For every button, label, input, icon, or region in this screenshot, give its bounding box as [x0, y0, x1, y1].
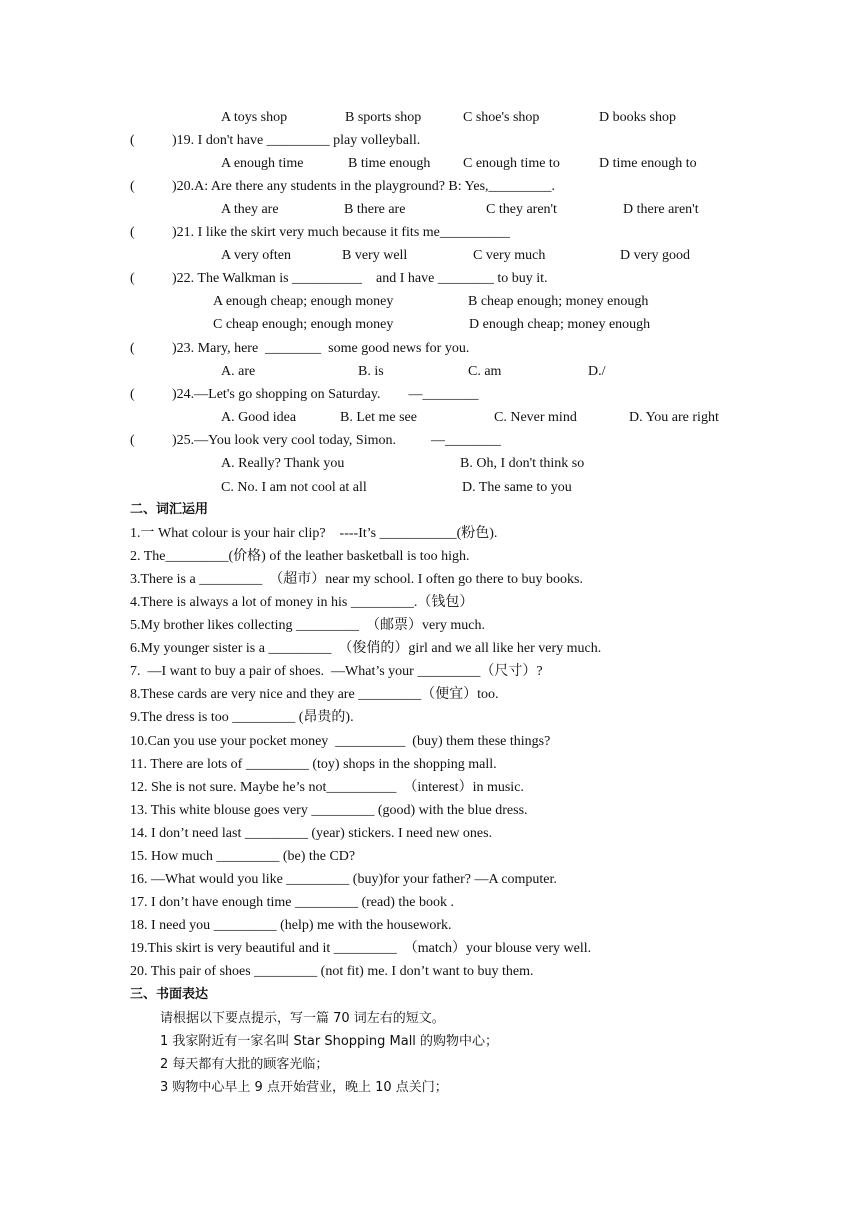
- writing-point: 3 购物中心早上 9 点开始营业，晚上 10 点关门；: [160, 1080, 448, 1095]
- question-stem: )25.—You look very cool today, Simon. —________: [172, 433, 501, 448]
- question-stem: )19. I don't have _________ play volleyball.: [172, 133, 421, 148]
- option-a: A. are: [221, 364, 256, 379]
- question-stem: )20.A: Are there any students in the playground? B: Yes,_________.: [172, 179, 556, 194]
- option-b: B there are: [344, 202, 406, 217]
- section-title: 二、词汇运用: [130, 502, 209, 517]
- option-d: D there aren't: [623, 202, 699, 217]
- option-c: C. No. I am not cool at all: [221, 480, 367, 495]
- writing-point: 2 每天都有大批的顾客光临；: [160, 1057, 329, 1072]
- vocab-item: 16. —What would you like _________ (buy)for your father? —A computer.: [130, 872, 557, 887]
- option-c: C. Never mind: [494, 410, 577, 425]
- q18-option-b: B sports shop: [345, 110, 422, 125]
- answer-paren: (: [130, 387, 135, 402]
- vocab-item: 11. There are lots of _________ (toy) shops in the shopping mall.: [130, 757, 497, 772]
- writing-instruction: 请根据以下要点提示，写一篇 70 词左右的短文。: [160, 1011, 445, 1026]
- answer-paren: (: [130, 179, 135, 194]
- vocab-item: 5.My brother likes collecting _________ （邮票）very much.: [130, 618, 485, 633]
- vocab-item: 1.一 What colour is your hair clip? ----It’s ___________(粉色).: [130, 526, 498, 541]
- option-a: A. Good idea: [221, 410, 297, 425]
- vocab-item: 10.Can you use your pocket money __________ (buy) them these things?: [130, 734, 551, 749]
- option-b: B time enough: [348, 156, 431, 171]
- answer-paren: (: [130, 225, 135, 240]
- vocab-item: 18. I need you _________ (help) me with the housework.: [130, 918, 452, 933]
- vocab-item: 17. I don’t have enough time _________ (read) the book .: [130, 895, 455, 910]
- option-a: A very often: [221, 248, 291, 263]
- option-c: C. am: [468, 364, 502, 379]
- section-title: 三、书面表达: [130, 987, 209, 1002]
- writing-point: 1 我家附近有一家名叫 Star Shopping Mall 的购物中心；: [160, 1034, 499, 1049]
- q18-option-d: D books shop: [599, 110, 677, 125]
- vocab-item: 12. She is not sure. Maybe he’s not__________ （interest）in music.: [130, 780, 524, 795]
- vocab-item: 7. —I want to buy a pair of shoes. —What’s your _________（尺寸）?: [130, 664, 543, 679]
- option-b: B. is: [358, 364, 384, 379]
- option-a: A they are: [221, 202, 279, 217]
- option-c: C they aren't: [486, 202, 557, 217]
- vocab-item: 13. This white blouse goes very _________ (good) with the blue dress.: [130, 803, 528, 818]
- vocab-item: 14. I don’t need last _________ (year) stickers. I need new ones.: [130, 826, 493, 841]
- vocab-item: 6.My younger sister is a _________ （俊俏的）girl and we all like her very much.: [130, 641, 602, 656]
- option-a: A enough time: [221, 156, 304, 171]
- vocab-item: 20. This pair of shoes _________ (not fit) me. I don’t want to buy them.: [130, 964, 534, 979]
- option-a: A. Really? Thank you: [221, 456, 345, 471]
- q18-option-c: C shoe's shop: [463, 110, 540, 125]
- vocab-item: 2. The_________(价格) of the leather basketball is too high.: [130, 549, 470, 564]
- option-b: B. Oh, I don't think so: [460, 456, 585, 471]
- q18-option-a: A toys shop: [221, 110, 288, 125]
- question-stem: )24.—Let's go shopping on Saturday. —________: [172, 387, 479, 402]
- option-c: C enough time to: [463, 156, 560, 171]
- vocab-item: 8.These cards are very nice and they are _________（便宜）too.: [130, 687, 499, 702]
- vocab-item: 9.The dress is too _________ (昂贵的).: [130, 710, 354, 725]
- vocab-item: 4.There is always a lot of money in his _________.（钱包）: [130, 595, 474, 610]
- option-c: C very much: [473, 248, 546, 263]
- option-d: D./: [588, 364, 606, 379]
- vocab-item: 15. How much _________ (be) the CD?: [130, 849, 356, 864]
- option-d: D very good: [620, 248, 690, 263]
- option-d: D. You are right: [629, 410, 719, 425]
- option-d: D enough cheap; money enough: [469, 317, 651, 332]
- answer-paren: (: [130, 271, 135, 286]
- answer-paren: (: [130, 341, 135, 356]
- question-stem: )21. I like the skirt very much because it fits me__________: [172, 225, 510, 240]
- answer-paren: (: [130, 433, 135, 448]
- option-c: C cheap enough; enough money: [213, 317, 394, 332]
- answer-paren: (: [130, 133, 135, 148]
- option-a: A enough cheap; enough money: [213, 294, 394, 309]
- vocab-item: 19.This skirt is very beautiful and it _________ （match）your blouse very well.: [130, 941, 592, 956]
- option-b: B very well: [342, 248, 408, 263]
- option-d: D time enough to: [599, 156, 697, 171]
- option-d: D. The same to you: [462, 480, 572, 495]
- option-b: B. Let me see: [340, 410, 417, 425]
- question-stem: )23. Mary, here ________ some good news for you.: [172, 341, 470, 356]
- question-stem: )22. The Walkman is __________ and I have ________ to buy it.: [172, 271, 548, 286]
- option-b: B cheap enough; money enough: [468, 294, 649, 309]
- vocab-item: 3.There is a _________ （超市）near my school. I often go there to buy books.: [130, 572, 583, 587]
